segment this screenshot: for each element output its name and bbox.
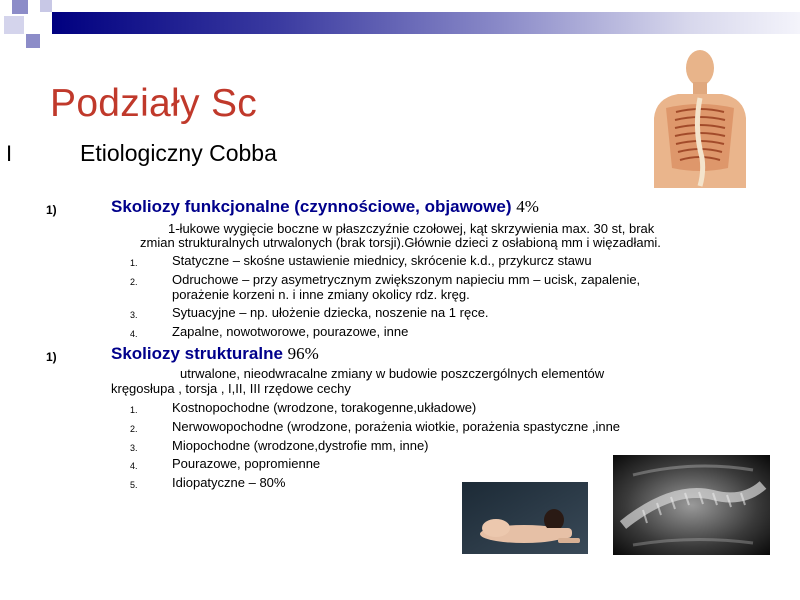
structural-item-1: Kostnopochodne (wrodzone, torakogenne,układowe) bbox=[172, 400, 477, 415]
structural-item-2-number: 2. bbox=[130, 424, 138, 434]
slide-title: Podziały Sc bbox=[50, 82, 258, 125]
functional-item-1: Statyczne – skośne ustawienie miednicy, skrócenie k.d., przykurcz stawu bbox=[172, 253, 592, 268]
functional-description-line2: zmian strukturalnych utrwalonych (brak torsji).Głównie dzieci z osłabioną mm i więzadłami. bbox=[140, 235, 661, 250]
functional-item-2-line2: porażenie korzeni n. i inne zmiany okolicy rdz. kręg. bbox=[172, 287, 470, 302]
structural-heading bbox=[111, 344, 319, 364]
structural-item-5: Idiopatyczne – 80% bbox=[172, 475, 286, 490]
spine-xray-image bbox=[613, 455, 770, 555]
slide-subtitle: Etiologiczny Cobba bbox=[80, 140, 277, 166]
functional-number: 1) bbox=[46, 203, 57, 217]
decor-square-1 bbox=[12, 0, 28, 14]
functional-item-4-number: 4. bbox=[130, 329, 138, 339]
child-photo bbox=[462, 482, 588, 554]
structural-description-line2: kręgosłupa , torsja , I,II, III rzędowe cechy bbox=[111, 381, 351, 396]
section-marker: I bbox=[6, 141, 13, 166]
functional-description-line1: 1-łukowe wygięcie boczne w płaszczyźnie czołowej, kąt skrzywienia max. 30 st, brak bbox=[168, 221, 655, 236]
functional-item-2-line1: Odruchowe – przy asymetrycznym zwiększonym napieciu mm – ucisk, zapalenie, bbox=[172, 272, 641, 287]
functional-heading-text: Skoliozy funkcjonalne (czynnościowe, objawowe) bbox=[111, 197, 512, 216]
functional-heading bbox=[111, 197, 539, 217]
header-gradient-bar bbox=[52, 12, 800, 34]
structural-item-1-number: 1. bbox=[130, 405, 138, 415]
structural-heading-text: Skoliozy strukturalne bbox=[111, 344, 283, 363]
structural-item-3: Miopochodne (wrodzone,dystrofie mm, inne) bbox=[172, 438, 429, 453]
structural-item-2: Nerwowopochodne (wrodzone, porażenia wiotkie, porażenia spastyczne ,inne bbox=[172, 419, 621, 434]
functional-item-2-number: 2. bbox=[130, 277, 138, 287]
decor-square-3 bbox=[4, 16, 24, 34]
structural-number: 1) bbox=[46, 350, 57, 364]
structural-item-5-number: 5. bbox=[130, 480, 138, 490]
functional-item-3: Sytuacyjne – np. ułożenie dziecka, noszenie na 1 ręce. bbox=[172, 305, 489, 320]
functional-item-1-number: 1. bbox=[130, 258, 138, 268]
spine-anatomy-illustration bbox=[648, 48, 752, 188]
structural-percent: 96% bbox=[287, 344, 319, 363]
functional-item-4: Zapalne, nowotworowe, pourazowe, inne bbox=[172, 324, 409, 339]
decor-square-4 bbox=[26, 34, 40, 48]
structural-item-3-number: 3. bbox=[130, 443, 138, 453]
functional-item-3-number: 3. bbox=[130, 310, 138, 320]
functional-percent: 4% bbox=[516, 197, 539, 216]
structural-item-4-number: 4. bbox=[130, 461, 138, 471]
decor-square-2 bbox=[40, 0, 52, 12]
structural-description-line1: utrwalone, nieodwracalne zmiany w budowie poszczergólnych elementów bbox=[180, 366, 605, 381]
structural-item-4: Pourazowe, popromienne bbox=[172, 456, 321, 471]
